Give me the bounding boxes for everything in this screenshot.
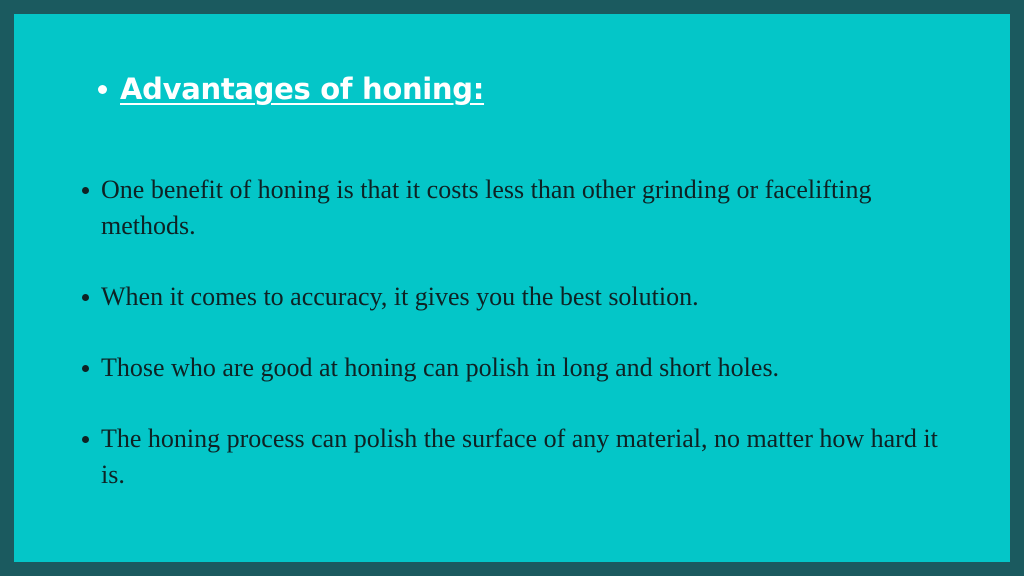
bullet-dot-icon <box>82 294 89 301</box>
bullet-item <box>78 350 958 386</box>
bullet-item <box>78 279 958 315</box>
heading-bullet-icon <box>98 85 107 94</box>
bullet-dot-icon <box>82 187 89 194</box>
bullet-dot-icon <box>82 436 89 443</box>
bullet-item <box>78 172 958 244</box>
bullet-dot-icon <box>82 365 89 372</box>
bullet-text: The honing process can polish the surface of any material, no matter how hard it is. <box>101 424 938 489</box>
bullet-text: One benefit of honing is that it costs less than other grinding or facelifting methods. <box>101 175 872 240</box>
bullet-text: When it comes to accuracy, it gives you the best solution. <box>101 282 699 311</box>
heading-title: Advantages of honing: <box>120 72 485 106</box>
slide-heading <box>98 72 484 106</box>
slide <box>14 14 1010 562</box>
bullet-list <box>78 172 958 528</box>
bullet-text: Those who are good at honing can polish in long and short holes. <box>101 353 780 382</box>
bullet-item <box>78 421 958 493</box>
